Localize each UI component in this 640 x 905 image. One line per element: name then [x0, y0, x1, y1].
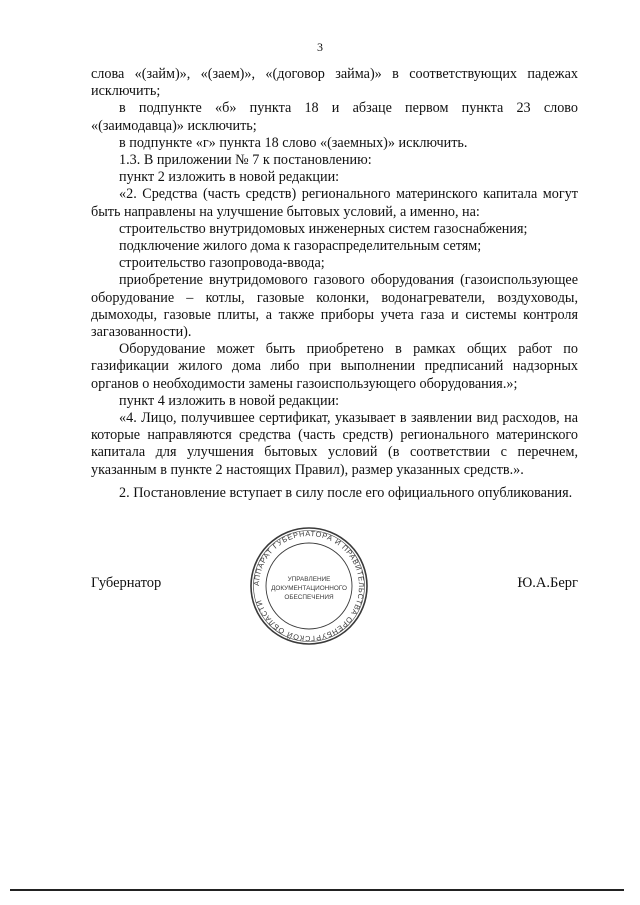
body-paragraph: пункт 2 изложить в новой редакции:	[119, 169, 340, 186]
official-seal	[249, 526, 369, 646]
body-paragraph: строительство внутридомовых инженерных систем газоснабжения;	[119, 220, 528, 237]
body-paragraph: подключение жилого дома к газораспределительным сетям;	[119, 238, 482, 255]
seal-center-line-1: УПРАВЛЕНИЕ	[287, 576, 331, 583]
body-paragraph: «4. Лицо, получившее сертификат, указывает в заявлении вид расходов, на которые направляются средства (часть средств) регионального материнского капитала для улучшения бытовых условий (в соответствии с перечнем, указанным в пункте 2 настоящих Правил), размер указанных средств.».	[91, 410, 578, 478]
signatory-position: Губернатор	[91, 575, 162, 591]
seal-center-line-2: ДОКУМЕНТАЦИОННОГО	[271, 585, 347, 592]
body-paragraph: в подпункте «б» пункта 18 и абзаце первом пункта 23 слово «(заимодавца)» исключить;	[91, 100, 578, 134]
body-paragraph: в подпункте «г» пункта 18 слово «(заемных)» исключить.	[119, 134, 468, 151]
body-paragraph: пункт 4 изложить в новой редакции:	[119, 392, 340, 409]
seal-center-line-3: ОБЕСПЕЧЕНИЯ	[284, 594, 334, 601]
body-paragraph: приобретение внутридомового газового оборудования (газоиспользующее оборудование – котлы, газовые колонки, водонагреватели, воздуховоды, дымоходы, газовые плиты, а также приборы учета газа и системы контроля загазованности).	[91, 272, 578, 341]
body-paragraph: 2. Постановление вступает в силу после его официального опубликования.	[119, 484, 573, 501]
body-paragraph: Оборудование может быть приобретено в рамках общих работ по газификации жилого дома либо при выполнении предписаний надзорных органов о необходимости замены газоиспользующего оборудования.»;	[91, 341, 578, 392]
page-number: 3	[317, 40, 323, 54]
signatory-name: Ю.А.Берг	[517, 575, 578, 591]
body-paragraph: «2. Средства (часть средств) регионального материнского капитала могут быть направлены на улучшение бытовых условий, а именно, на:	[91, 186, 578, 220]
body-paragraph: слова «(займ)», «(заем)», «(договор займа)» в соответствующих падежах исключить;	[91, 66, 578, 100]
seal-ring-text: АППАРАТ ГУБЕРНАТОРА И ПРАВИТЕЛЬСТВА ОРЕНБУРГСКОЙ ОБЛАСТИ	[251, 528, 367, 644]
bottom-scan-edge	[10, 889, 624, 891]
body-paragraph: 1.3. В приложении № 7 к постановлению:	[119, 152, 372, 169]
body-paragraph: строительство газопровода-ввода;	[119, 255, 325, 272]
document-body	[91, 66, 578, 502]
